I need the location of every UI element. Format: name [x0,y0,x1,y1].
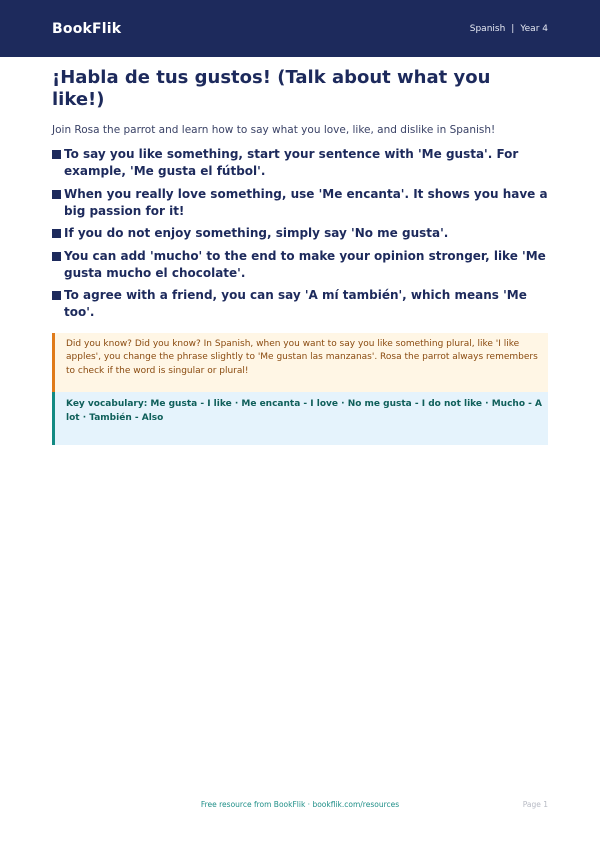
page-title: ¡Habla de tus gustos! (Talk about what you like!) [52,67,491,110]
list-item [52,186,548,220]
bullet-square-icon [52,291,61,300]
key-vocabulary-box: Key vocabulary: Me gusta - I like · Me encanta - I love · No me gusta - I do not like · Mucho - A lot · También - Also [52,392,548,445]
bullet-list [52,146,548,321]
list-item-text: When you really love something, use 'Me encanta'. It shows you have a big passion for it! [64,186,548,218]
list-item-text: If you do not enjoy something, simply say 'No me gusta'. [64,226,449,240]
page-header [0,0,600,57]
intro-text: Join Rosa the parrot and learn how to say what you love, like, and dislike in Spanish! [52,124,496,136]
meta-separator: | [511,23,515,34]
footer-credit-link[interactable]: Free resource from BookFlik · bookflik.com/resources [200,800,400,809]
bullet-square-icon [52,229,61,238]
list-item [52,287,548,321]
list-item [52,146,548,180]
list-item-text: You can add 'mucho' to the end to make your opinion stronger, like 'Me gusta mucho el chocolate'. [64,248,546,280]
subject-label: Spanish [469,23,506,34]
year-label: Year 4 [520,23,548,34]
page-number: Page 1 [522,800,548,809]
list-item [52,225,548,242]
did-you-know-callout: Did you know? Did you know? In Spanish, when you want to say you like something plural, like 'I like apples', you change the phrase slightly to 'Me gustan las manzanas'. Rosa the parrot always remembers to check if the word is singular or plural! [52,333,548,392]
list-item-text: To say you like something, start your sentence with 'Me gusta'. For example, 'Me gusta el fútbol'. [64,147,519,178]
main-content [0,57,600,445]
bullet-square-icon [52,252,61,261]
list-item [52,248,548,282]
bullet-square-icon [52,190,61,199]
header-meta [470,24,548,34]
bullet-square-icon [52,150,61,159]
brand-logo-text[interactable]: BookFlik [52,20,122,37]
page-footer [52,800,548,809]
list-item-text: To agree with a friend, you can say 'A mí también', which means 'Me too'. [64,288,527,319]
